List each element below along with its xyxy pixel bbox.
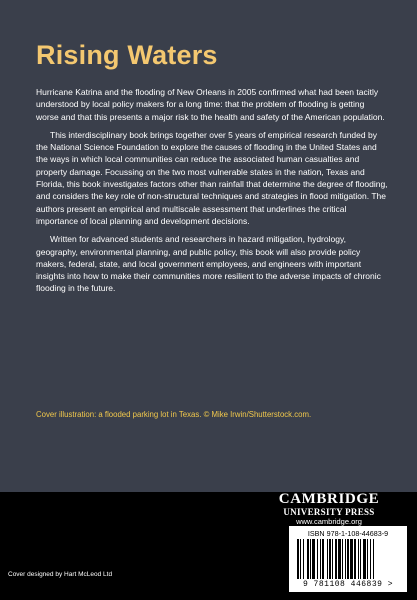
- publisher-url: www.cambridge.org: [296, 517, 362, 526]
- blurb-paragraph: This interdisciplinary book brings together over 5 years of empirical research funded by the National Science Foundation to explore the causes of flooding in the United States and the ways in which local communities can reduce the associated human casualties and property damage. Focussing on the two most vulnerable states in the nation, Texas and Florida, this book investigates factors other than rainfall that determine the degree of flooding, and considers the key role of non-structural techniques and strategies in flood mitigation. The authors present an empirical and multiscale assessment that underlines the critical importance of local planning and development decisions.: [36, 129, 388, 226]
- blurb-paragraph: Hurricane Katrina and the flooding of New Orleans in 2005 confirmed what had been tacitly understood by local policy makers for a long time: that the problem of flooding is getting worse and that this presents a major risk to the health and safety of the American population.: [36, 87, 385, 122]
- publisher-logo: [269, 492, 389, 527]
- blurb: [36, 86, 388, 301]
- isbn-label: ISBN 978-1-108-44683-9: [307, 529, 389, 538]
- publisher-name: CAMBRIDGE: [278, 491, 380, 507]
- blurb-paragraph: Written for advanced students and researchers in hazard mitigation, hydrology, geography, environmental planning, and public policy, this book will also provide policy makers, federal, state, and local government employees, and engineers with important insights into how to make their communities more resilient to the adverse impacts of chronic flooding in the future.: [36, 234, 381, 294]
- book-title: Rising Waters: [36, 40, 218, 70]
- cover-credit: Cover illustration: a flooded parking lot in Texas. © Mike Irwin/Shutterstock.com.: [36, 410, 312, 419]
- cover-designer: Cover designed by Hart McLeod Ltd: [8, 571, 113, 578]
- barcode-digits: 9 781108 446839 >: [302, 580, 394, 589]
- barcode-bars-icon: [297, 539, 399, 579]
- publisher-subtitle: UNIVERSITY PRESS: [283, 507, 375, 517]
- barcode: [289, 526, 407, 592]
